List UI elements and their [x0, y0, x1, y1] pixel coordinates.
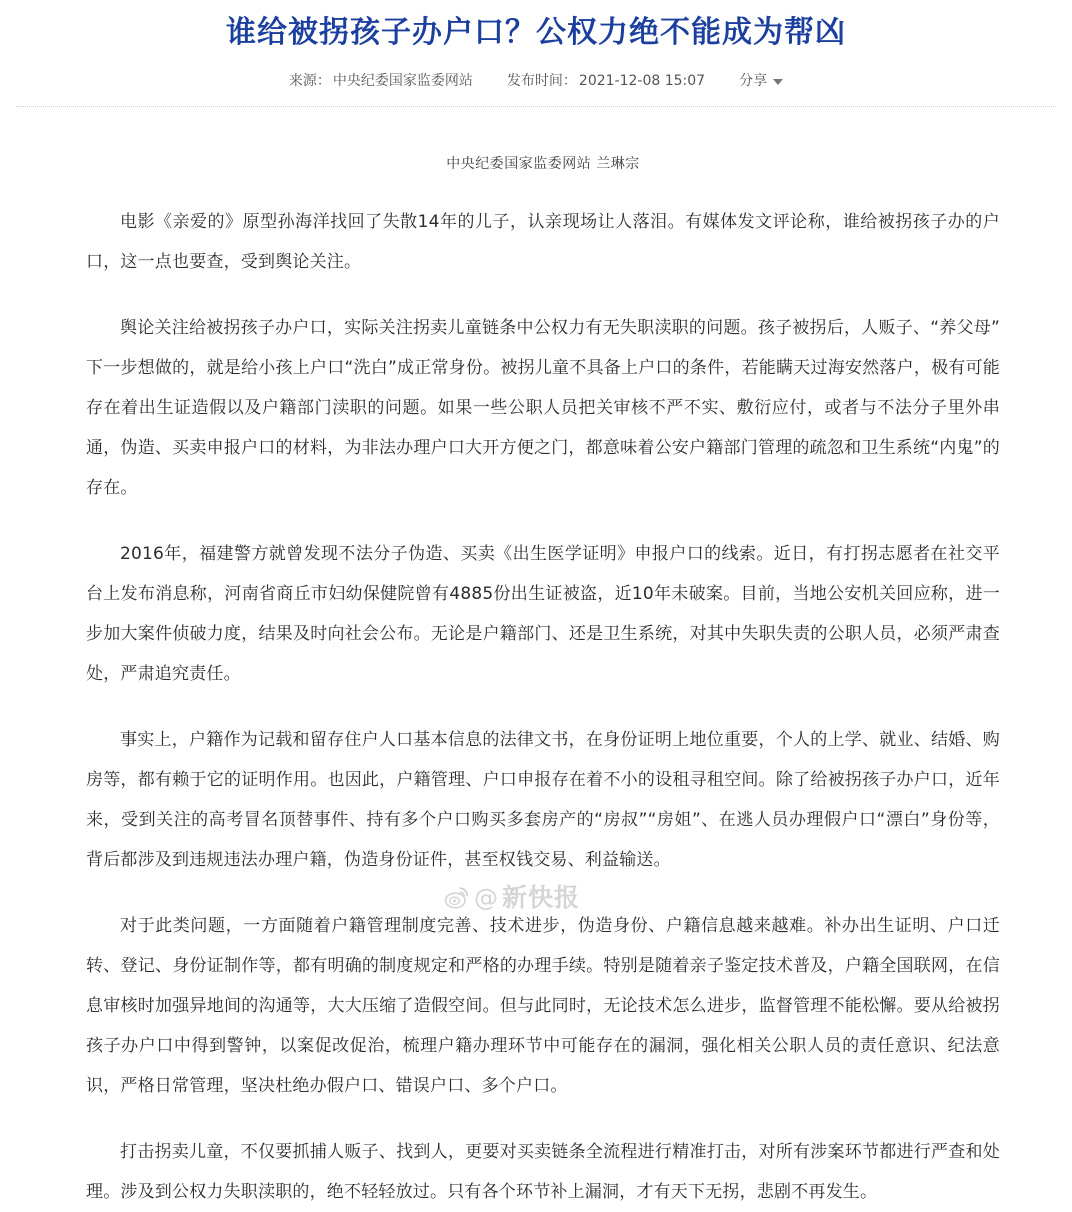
article-paragraph: 事实上，户籍作为记载和留存住户人口基本信息的法律文书，在身份证明上地位重要，个人的上学、就业、结婚、购房等，都有赖于它的证明作用。也因此，户籍管理、户口申报存在着不小的设租寻租空间。除了给被拐孩子办户口，近年来，受到关注的高考冒名顶替事件、持有多个户口购买多套房产的“房叔”“房姐”、在逃人员办理假户口“漂白”身份等，背后都涉及到违规违法办理户籍，伪造身份证件，甚至权钱交易、利益输送。	[86, 730, 1000, 870]
meta-publish-time	[507, 71, 705, 91]
article-paragraph: 舆论关注给被拐孩子办户口，实际关注拐卖儿童链条中公权力有无失职渎职的问题。孩子被拐后，人贩子、“养父母”下一步想做的，就是给小孩上户口“洗白”成正常身份。被拐儿童不具备上户口的条件，若能瞒天过海安然落户，极有可能存在着出生证造假以及户籍部门渎职的问题。如果一些公职人员把关审核不严不实、敷衍应付，或者与不法分子里外串通，伪造、买卖申报户口的材料，为非法办理户口大开方便之门，都意味着公安户籍部门管理的疏忽和卫生系统“内鬼”的存在。	[86, 318, 1000, 498]
chevron-down-icon	[773, 79, 783, 85]
article-paragraph: 电影《亲爱的》原型孙海洋找回了失散14年的儿子，认亲现场让人落泪。有媒体发文评论称，谁给被拐孩子办的户口，这一点也要查，受到舆论关注。	[86, 212, 1000, 272]
meta-time-value: 2021-12-08 15:07	[578, 73, 706, 89]
header-divider	[16, 106, 1056, 107]
meta-source	[289, 71, 473, 91]
article-body	[0, 154, 1072, 1212]
article-byline: 中央纪委国家监委网站 兰琳宗	[446, 156, 640, 172]
article-paragraph: 对于此类问题，一方面随着户籍管理制度完善、技术进步，伪造身份、户籍信息越来越难。补办出生证明、户口迁转、登记、身份证制作等，都有明确的制度规定和严格的办理手续。特别是随着亲子鉴定技术普及，户籍全国联网，在信息审核时加强异地间的沟通等，大大压缩了造假空间。但与此同时，无论技术怎么进步，监督管理不能松懈。要从给被拐孩子办户口中得到警钟，以案促改促治，梳理户籍办理环节中可能存在的漏洞，强化相关公职人员的责任意识、纪法意识，严格日常管理，坚决杜绝办假户口、错误户口、多个户口。	[86, 916, 1000, 1096]
page-title: 谁给被拐孩子办户口？公权力绝不能成为帮凶	[226, 15, 846, 50]
meta-time-label: 发布时间：	[506, 73, 577, 89]
watermark-at-symbol: @	[474, 884, 498, 912]
article-meta-bar	[0, 71, 1072, 91]
watermark-text: 新快报	[502, 883, 581, 912]
article-paragraph: 打击拐卖儿童，不仅要抓捕人贩子、找到人，更要对买卖链条全流程进行精准打击，对所有涉案环节都进行严查和处理。涉及到公权力失职渎职的，绝不轻轻放过。只有各个环节补上漏洞，才有天下无拐，悲剧不再发生。	[86, 1142, 1000, 1202]
article-paragraph: 2016年，福建警方就曾发现不法分子伪造、买卖《出生医学证明》申报户口的线索。近日，有打拐志愿者在社交平台上发布消息称，河南省商丘市妇幼保健院曾有4885份出生证被盗，近10年未破案。目前，当地公安机关回应称，进一步加大案件侦破力度，结果及时向社会公布。无论是户籍部门、还是卫生系统，对其中失职失责的公职人员，必须严肃查处，严肃追究责任。	[86, 544, 1000, 684]
meta-source-label: 来源：	[288, 73, 331, 89]
share-label: 分享	[739, 73, 768, 89]
share-dropdown[interactable]	[739, 71, 783, 91]
meta-source-value: 中央纪委国家监委网站	[332, 73, 473, 89]
article-header	[0, 0, 1072, 107]
